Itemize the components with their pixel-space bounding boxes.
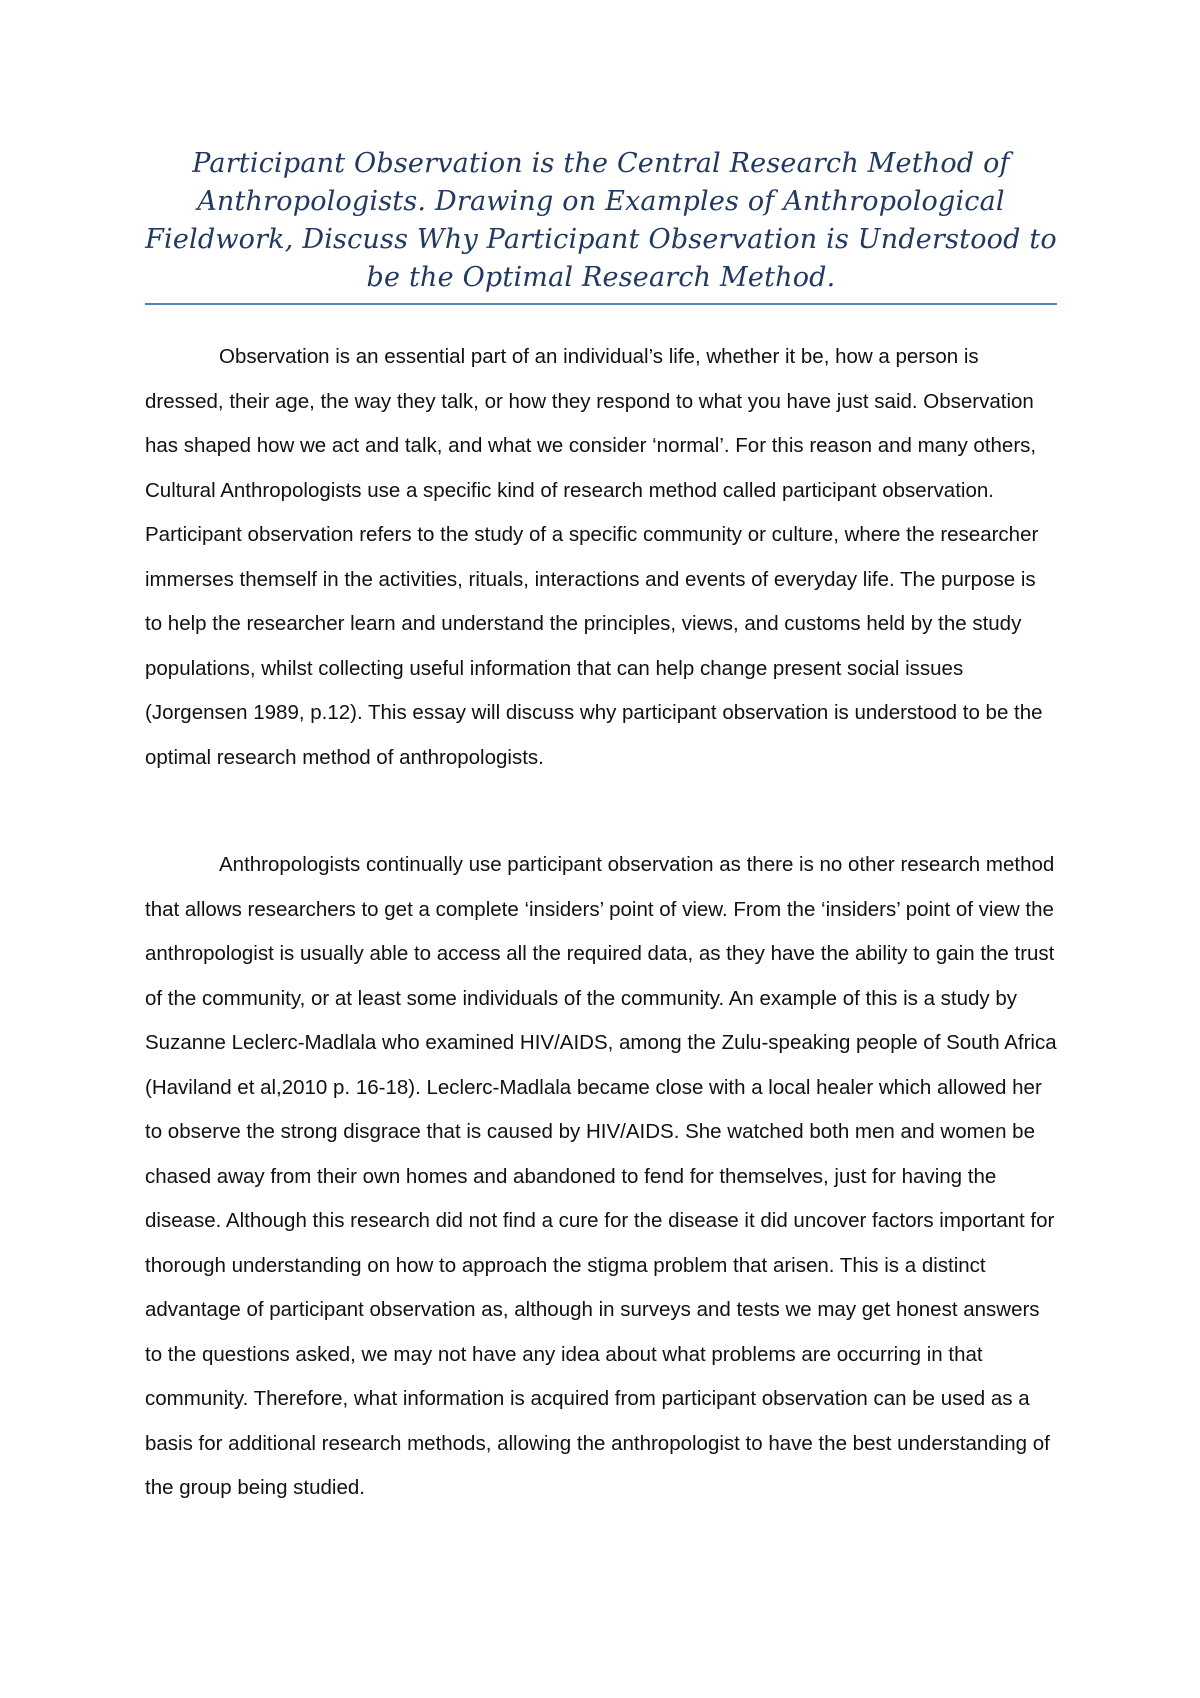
body-paragraph-1-container [145, 335, 1057, 780]
title-block [145, 145, 1057, 297]
title-divider [145, 303, 1057, 305]
body-paragraph: Anthropologists continually use participant observation as there is no other research method that allows researchers to get a complete ‘insiders’ point of view. From the ‘insiders’ point of view the anthropologist is usually able to access all the required data, as they have the ability to gain the trust of the community, or at least some individuals of the community. An example of this is a study by Suzanne Leclerc-Madlala who examined HIV/AIDS, among the Zulu-speaking people of South Africa (Haviland et al,2010 p. 16-18). Leclerc-Madlala became close with a local healer which allowed her to observe the strong disgrace that is caused by HIV/AIDS. She watched both men and women be chased away from their own homes and abandoned to fend for themselves, just for having the disease. Although this research did not find a cure for the disease it did uncover factors important for thorough understanding on how to approach the stigma problem that arisen. This is a distinct advantage of participant observation as, although in surveys and tests we may get honest answers to the questions asked, we may not have any idea about what problems are occurring in that community. Therefore, what information is acquired from participant observation can be used as a basis for additional research methods, allowing the anthropologist to have the best understanding of the group being studied. [145, 853, 1057, 1499]
body-paragraph: Observation is an essential part of an individual’s life, whether it be, how a person is dressed, their age, the way they talk, or how they respond to what you have just said. Observation has shaped how we act and talk, and what we consider ‘normal’. For this reason and many others, Cultural Anthropologists use a specific kind of research method called participant observation. Participant observation refers to the study of a specific community or culture, where the researcher immerses themself in the activities, rituals, interactions and events of everyday life. The purpose is to help the researcher learn and understand the principles, views, and customs held by the study populations, whilst collecting useful information that can help change present social issues (Jorgensen 1989, p.12). This essay will discuss why participant observation is understood to be the optimal research method of anthropologists. [145, 345, 1043, 769]
essay-title: Participant Observation is the Central Research Method of Anthropologists. Drawing on Examples of Anthropological Fieldwork, Discuss Why Participant Observation is Understood to be the Optimal Research Method. [145, 148, 1057, 293]
body-paragraph-2-container [145, 843, 1057, 1511]
